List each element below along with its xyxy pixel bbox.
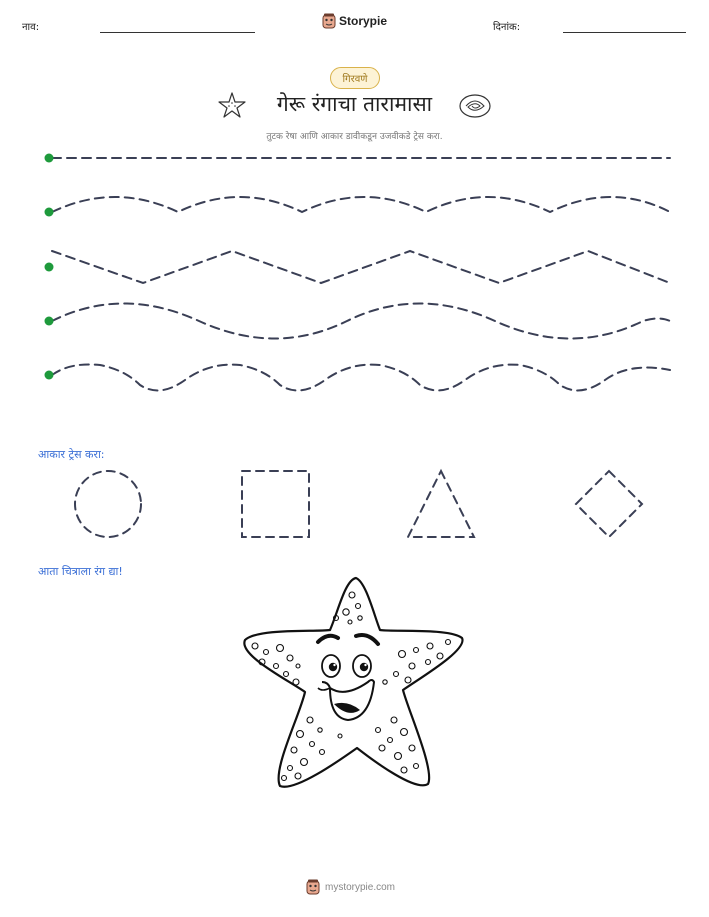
trace-line-zigzag[interactable] bbox=[52, 251, 670, 283]
footer-url[interactable]: mystorypie.com bbox=[325, 881, 396, 893]
name-label: नाव: bbox=[22, 22, 40, 33]
trace-line-curve[interactable] bbox=[52, 304, 670, 339]
starfish-coloring-icon[interactable] bbox=[0, 570, 709, 800]
start-dot bbox=[45, 208, 54, 217]
trace-square[interactable] bbox=[242, 471, 309, 537]
storypie-logo-icon bbox=[306, 879, 320, 895]
trace-line-loop[interactable] bbox=[52, 364, 670, 390]
start-dot bbox=[45, 317, 54, 326]
start-dot bbox=[45, 371, 54, 380]
footer bbox=[306, 879, 395, 895]
trace-circle[interactable] bbox=[75, 471, 141, 537]
category-badge: गिरवणे bbox=[330, 67, 380, 89]
shapes-area bbox=[0, 460, 709, 550]
brand-name: Storypie bbox=[339, 14, 388, 28]
date-label: दिनांक: bbox=[493, 22, 521, 33]
trace-line-wave[interactable] bbox=[52, 197, 670, 212]
trace-triangle[interactable] bbox=[408, 471, 474, 537]
worksheet-instruction: तुटक रेषा आणि आकार डावीकडून उजवीकडे ट्रेस करा. bbox=[266, 132, 443, 142]
start-dot bbox=[45, 263, 54, 272]
trace-diamond[interactable] bbox=[576, 471, 642, 537]
coloring-section-label: आता चित्राला रंग द्या! bbox=[38, 565, 123, 578]
shapes-section-label: आकार ट्रेस करा: bbox=[38, 448, 105, 461]
start-dot bbox=[45, 154, 54, 163]
worksheet-title: गेरू रंगाचा तारामासा bbox=[276, 92, 433, 116]
tracing-lines-area bbox=[0, 0, 709, 420]
